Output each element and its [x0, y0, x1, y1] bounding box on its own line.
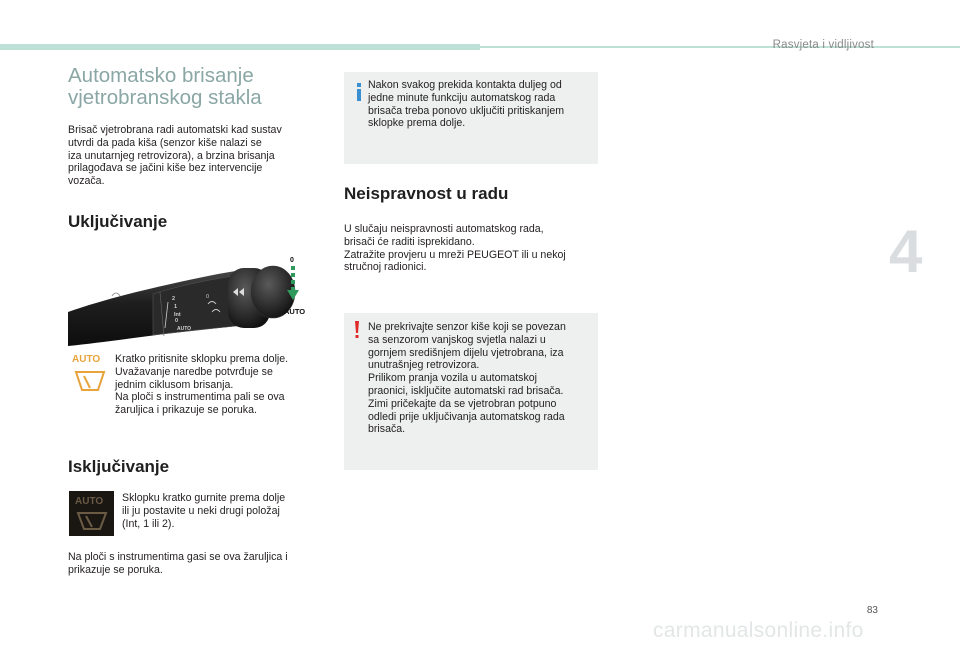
- section-title: Rasvjeta i vidljivost: [772, 39, 874, 51]
- header-accent-line: [480, 46, 960, 48]
- watermark: carmanualsonline.info: [653, 619, 864, 642]
- intro-paragraph: Brisač vjetrobrana radi automatski kad sustav utvrdi da pada kiša (senzor kiše nalazi se iza unutarnjeg retrovizora), a brzina brisanja prilagođava se jačini kiše bez intervencije vozača.: [68, 124, 282, 188]
- ring-label-1: 1: [174, 304, 178, 310]
- ring-label-0: 0: [175, 318, 179, 324]
- svg-text:0: 0: [290, 257, 294, 264]
- header-accent-bar: [0, 44, 480, 50]
- svg-text:AUTO: AUTO: [72, 354, 101, 365]
- ring-label-2: 2: [172, 296, 176, 302]
- svg-text:AUTO: AUTO: [75, 496, 104, 507]
- fault-heading: Neispravnost u radu: [344, 184, 509, 203]
- auto-wiper-off-icon: [69, 491, 114, 536]
- switching-off-footer: Na ploči s instrumentima gasi se ova žaruljica i prikazuje se poruka.: [68, 551, 288, 576]
- switching-on-heading: Uključivanje: [68, 212, 168, 231]
- switching-off-heading: Isključivanje: [68, 457, 170, 476]
- chapter-number: 4: [889, 218, 923, 285]
- auto-wiper-indicator-icon: [70, 352, 110, 400]
- wiper-stalk-illustration: [68, 252, 320, 348]
- stalk-auto-label: AUTO: [284, 307, 306, 316]
- fault-text: U slučaju neispravnosti automatskog rada, brisači će raditi isprekidano. Zatražite provjeru u mreži PEUGEOT ili u nekoj stručnoj radionici.: [344, 223, 566, 274]
- page-title: Automatsko brisanje vjetrobranskog stakla: [68, 64, 262, 109]
- ring-label-int: Int: [174, 312, 181, 318]
- switching-off-text: Sklopku kratko gurnite prema dolje ili ju postavite u neki drugi položaj (Int, 1 ili 2).: [122, 492, 286, 530]
- page-number: 83: [866, 605, 878, 616]
- ring-label-auto: AUTO: [177, 326, 192, 332]
- info-icon: [351, 81, 367, 101]
- warning-text: Ne prekrivajte senzor kiše koji se povezan sa senzorom vanjskog svjetla nalazi u gornjem središnjem dijelu vjetrobrana, iza unutrašnjeg retrovizora. Prilikom pranja vozila u automatskoj praonici, isključite automatski rad brisača. Zimi pričekajte da se vjetrobran potpuno odledi prije uključivanja automatskog rada brisača.: [368, 321, 566, 436]
- warning-icon: [352, 321, 362, 339]
- switching-on-text: Kratko pritisnite sklopku prema dolje. Uvažavanje naredbe potvrđuje se jednim ciklusom brisanja. Na ploči s instrumentima pali se ova žaruljica i prikazuje se poruka.: [115, 353, 289, 417]
- info-text: Nakon svakog prekida kontakta duljeg od jedne minute funkciju automatskog rada brisača treba ponovo uključiti pritiskanjem sklopke prema dolje.: [368, 79, 565, 130]
- stalk-zero-small: 0: [206, 294, 210, 300]
